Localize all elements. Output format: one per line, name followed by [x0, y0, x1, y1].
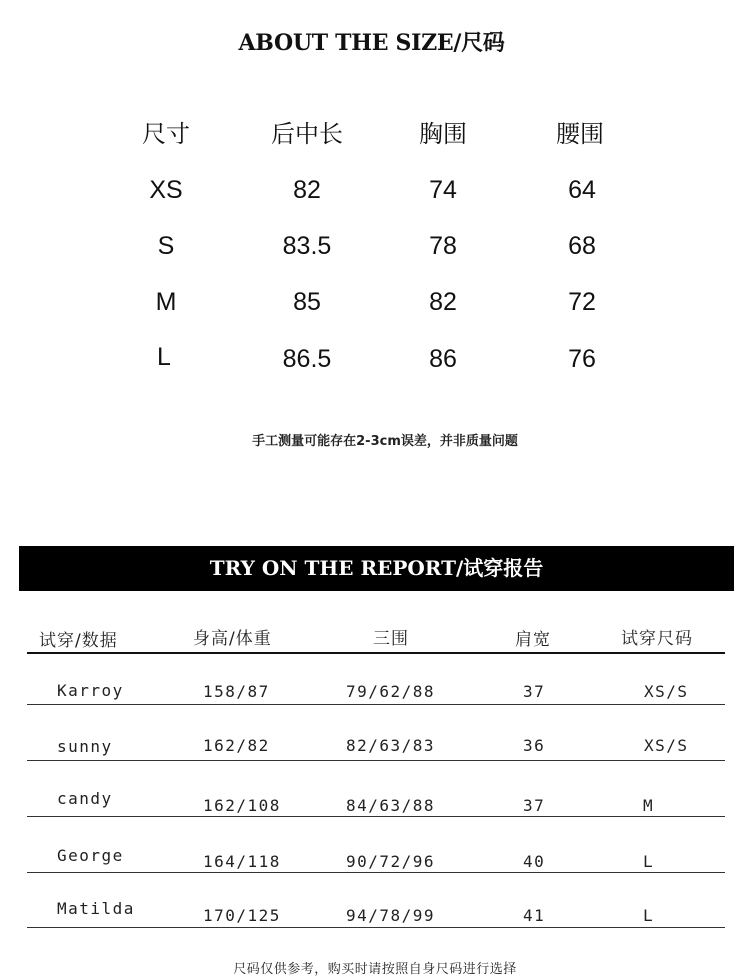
try-row-divider	[27, 872, 725, 873]
try-row-5-shoulder: 41	[523, 906, 546, 925]
try-header-model: 试穿/数据	[39, 631, 118, 651]
try-row-divider	[27, 927, 725, 928]
try-row-1-shoulder: 37	[523, 682, 546, 701]
try-row-1-name: Karroy	[57, 681, 124, 700]
size-header-waist: 腰围	[556, 121, 604, 148]
size-row-s-waist: 68	[568, 232, 596, 260]
size-row-xs-chest: 74	[429, 176, 457, 204]
size-reference-note: 尺码仅供参考，购买时请按照自身尺码进行选择	[233, 962, 517, 977]
try-row-2-measurements: 82/63/83	[346, 736, 436, 755]
try-header-shoulder: 肩宽	[515, 630, 551, 650]
size-row-m-size: M	[155, 288, 177, 316]
size-row-l-waist: 76	[568, 345, 596, 373]
try-row-4-name: George	[57, 846, 124, 865]
try-row-1-measurements: 79/62/88	[346, 682, 436, 701]
size-row-xs-back-length: 82	[293, 176, 321, 204]
try-header-height-weight: 身高/体重	[193, 629, 272, 649]
try-row-4-height-weight: 164/118	[203, 852, 281, 871]
size-row-m-chest: 82	[429, 288, 457, 316]
size-row-m-waist: 72	[568, 288, 596, 316]
size-row-s-back-length: 83.5	[282, 232, 332, 260]
try-row-5-name: Matilda	[57, 899, 135, 918]
try-row-divider	[27, 816, 725, 817]
try-header-divider	[27, 652, 725, 654]
size-row-s-chest: 78	[429, 232, 457, 260]
size-row-l-chest: 86	[429, 345, 457, 373]
try-row-3-shoulder: 37	[523, 796, 546, 815]
size-row-m-back-length: 85	[293, 288, 321, 316]
size-header-back-length: 后中长	[271, 121, 343, 148]
try-row-4-measurements: 90/72/96	[346, 852, 436, 871]
try-row-3-height-weight: 162/108	[203, 796, 281, 815]
try-row-4-shoulder: 40	[523, 852, 546, 871]
try-header-measurements: 三围	[373, 629, 409, 649]
try-row-3-measurements: 84/63/88	[346, 796, 436, 815]
try-row-divider	[27, 760, 725, 761]
try-row-2-shoulder: 36	[523, 736, 546, 755]
measurement-note: 手工测量可能存在2-3cm误差，并非质量问题	[252, 434, 518, 449]
try-row-3-fit-size: M	[643, 796, 655, 815]
size-row-l-back-length: 86.5	[282, 345, 332, 373]
try-row-5-height-weight: 170/125	[203, 906, 281, 925]
size-header-size: 尺寸	[142, 121, 190, 148]
size-row-s-size: S	[157, 232, 175, 260]
try-row-1-height-weight: 158/87	[203, 682, 270, 701]
size-chart-title: ABOUT THE SIZE/尺码	[238, 30, 505, 56]
try-row-3-name: candy	[57, 789, 113, 808]
size-row-xs-size: XS	[149, 176, 183, 204]
size-row-xs-waist: 64	[568, 176, 596, 204]
try-row-2-height-weight: 162/82	[203, 736, 270, 755]
try-row-4-fit-size: L	[643, 852, 655, 871]
size-header-chest: 胸围	[419, 121, 467, 148]
size-row-l-size: L	[157, 343, 171, 371]
try-row-5-measurements: 94/78/99	[346, 906, 436, 925]
try-on-banner: TRY ON THE REPORT/试穿报告	[19, 546, 734, 591]
try-row-2-fit-size: XS/S	[644, 736, 689, 755]
try-row-1-fit-size: XS/S	[644, 682, 689, 701]
try-row-5-fit-size: L	[643, 906, 655, 925]
try-header-fit-size: 试穿尺码	[621, 629, 693, 649]
try-row-2-name: sunny	[57, 737, 113, 756]
try-row-divider	[27, 704, 725, 705]
